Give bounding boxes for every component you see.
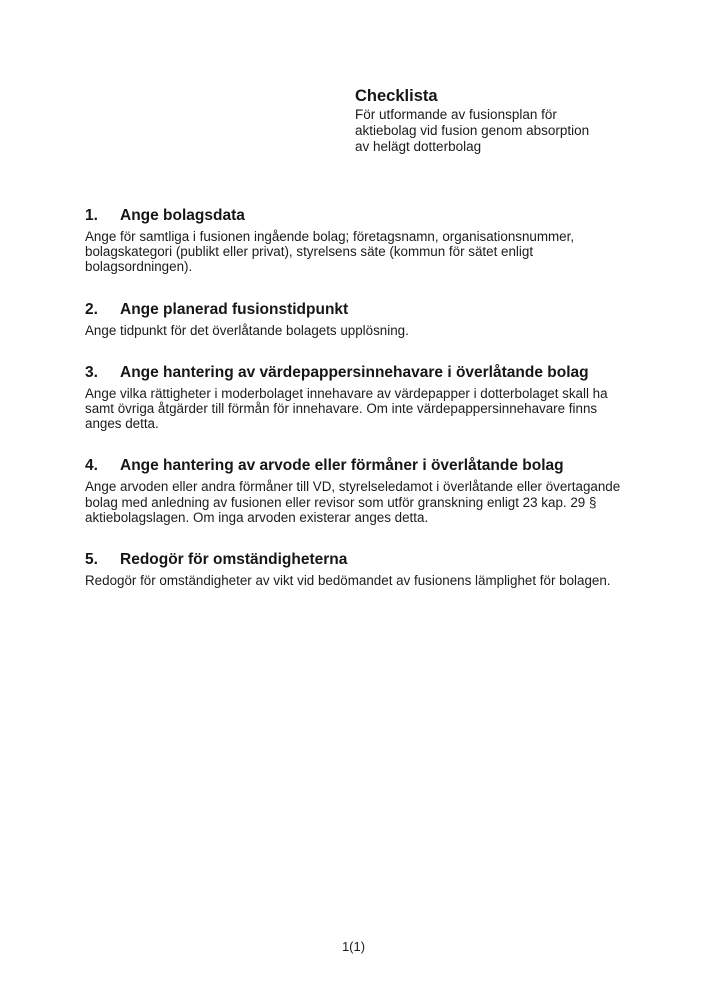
section-heading: [85, 364, 626, 381]
section-body: Ange arvoden eller andra förmåner till VD, styrelseledamot i överlåtande eller övertagande bolag med anledning av fusionen eller revisor som utför granskning enligt 23 kap. 29 § aktiebolagslagen. Om inga arvoden existerar anges detta.: [85, 479, 621, 525]
section-number: 5.: [85, 551, 98, 569]
checklist-section-3: [85, 364, 626, 432]
section-body: Ange tidpunkt för det överlåtande bolagets upplösning.: [85, 322, 409, 338]
section-body: Redogör för omständigheter av vikt vid bedömandet av fusionens lämplighet för bolagen.: [85, 573, 611, 589]
checklist-section-4: [85, 457, 626, 525]
section-heading: [85, 301, 626, 318]
section-number: 1.: [85, 207, 98, 224]
checklist-section-5: [85, 551, 626, 588]
section-heading-text: Ange hantering av värdepappersinnehavare i överlåtande bolag: [120, 363, 589, 381]
document-subtitle: [355, 107, 645, 156]
checklist-section-1: [85, 207, 626, 275]
section-number: 2.: [85, 300, 98, 318]
section-heading-text: Redogör för omständigheterna: [120, 551, 348, 569]
document-subtitle-line: av helägt dotterbolag: [355, 139, 482, 155]
section-body: Ange vilka rättigheter i moderbolaget innehavare av värdepapper i dotterbolaget skall ha samt övriga åtgärder till förmån för innehavare. Om inte värdepappersinnehavare finns anges detta.: [85, 385, 608, 432]
document-subtitle-line: För utformande av fusionsplan för: [355, 107, 557, 122]
document-subtitle-line: aktiebolag vid fusion genom absorption: [355, 123, 590, 139]
section-heading: [85, 551, 626, 568]
section-number: 4.: [85, 457, 98, 475]
section-number: 3.: [85, 363, 98, 381]
section-heading-text: Ange bolagsdata: [120, 207, 245, 224]
checklist-section-2: [85, 301, 626, 338]
section-heading: [85, 457, 626, 474]
section-body: Ange för samtliga i fusionen ingående bolag; företagsnamn, organisationsnummer, bolagskategori (publikt eller privat), styrelsens säte (kommun för sätet enligt bolagsordningen).: [85, 229, 575, 275]
section-heading-text: Ange planerad fusionstidpunkt: [120, 300, 349, 318]
section-heading-text: Ange hantering av arvode eller förmåner i överlåtande bolag: [120, 457, 564, 475]
checklist-sections: [85, 207, 626, 588]
page-number: 1(1): [341, 939, 366, 954]
section-heading: [85, 207, 626, 224]
document-title-block: [355, 86, 645, 156]
document-title: Checklista: [355, 87, 438, 105]
